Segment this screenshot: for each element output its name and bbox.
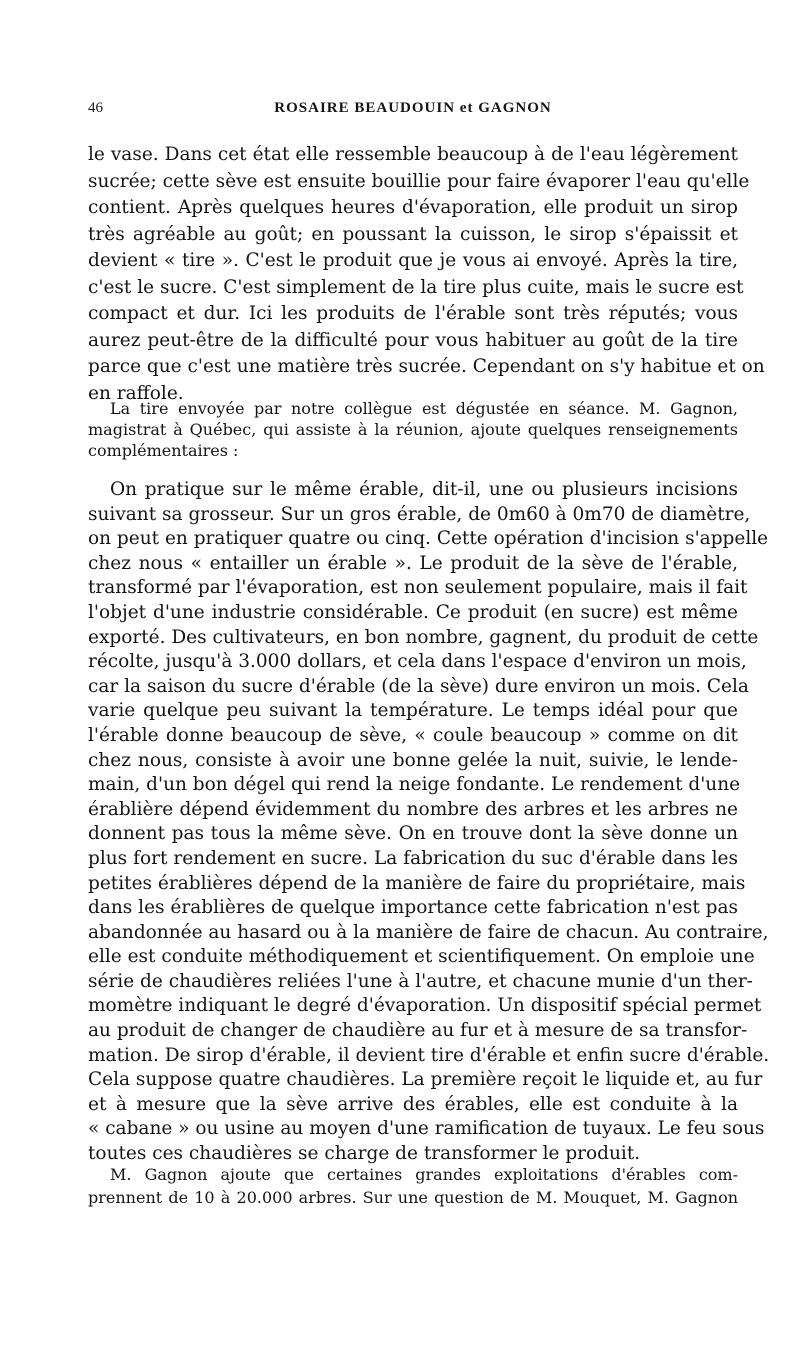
text-line: c'est le sucre. C'est simplement de la tire plus cuite, mais le sucre est (88, 276, 744, 298)
text-line: « cabane » ou usine au moyen d'une ramification de tuyaux. Le feu sous (88, 1118, 765, 1140)
text-line: toutes ces chaudières se charge de transformer le produit. (88, 1143, 641, 1165)
text-line: La tire envoyée par notre collègue est dégustée en séance. M. Gagnon, (110, 399, 738, 418)
text-line: récolte, jusqu'à 3.000 dollars, et cela dans l'espace d'environ un mois, (88, 651, 747, 673)
text-line: plus fort rendement en sucre. La fabrication du suc d'érable dans les (88, 847, 738, 869)
text-line: petites érablières dépend de la manière de faire du propriétaire, mais (88, 872, 746, 894)
text-line: donnent pas tous la même sève. On en trouve dont la sève donne un (88, 823, 738, 845)
text-line: Cela suppose quatre chaudières. La première reçoit le liquide et, au fur (88, 1069, 763, 1091)
text-line: M. Gagnon ajoute que certaines grandes exploitations d'érables com- (110, 1165, 738, 1184)
text-line: on peut en pratiquer quatre ou cinq. Cette opération d'incision s'appelle (88, 528, 769, 550)
text-line: très agréable au goût; en poussant la cuisson, le sirop s'épaissit et (88, 223, 738, 245)
text-line: dans les érablières de quelque importance cette fabrication n'est pas (88, 897, 739, 919)
text-line: sucrée; cette sève est ensuite bouillie pour faire évaporer l'eau qu'elle (88, 170, 750, 192)
text-line: On pratique sur le même érable, dit-il, une ou plusieurs incisions (110, 479, 738, 500)
paragraph-session-note (88, 398, 738, 461)
text-line: érablière dépend évidemment du nombre des arbres et les arbres ne (88, 798, 738, 820)
text-line: complémentaires : (88, 441, 239, 460)
page-number: 46 (88, 100, 103, 116)
text-line: série de chaudières reliées l'une à l'autre, et chacune munie d'un ther- (88, 970, 753, 992)
text-line: l'érable donne beaucoup de sève, « coule beaucoup » comme on dit (88, 724, 738, 746)
text-line: mation. De sirop d'érable, il devient tire d'érable et enfin sucre d'érable. (88, 1044, 770, 1066)
text-line: chez nous, consiste à avoir une bonne gelée la nuit, suivie, le lende- (88, 749, 738, 771)
paragraph-exploitations (88, 1164, 738, 1209)
text-line: suivant sa grosseur. Sur un gros érable, de 0m60 à 0m70 de diamètre, (88, 503, 751, 525)
text-line: en raffole. (88, 382, 184, 404)
text-line: compact et dur. Ici les produits de l'érable sont très réputés; vous (88, 303, 738, 324)
text-line: contient. Après quelques heures d'évaporation, elle produit un sirop (88, 197, 738, 218)
text-line: devient « tire ». C'est le produit que je vous ai envoyé. Après la tire, (88, 250, 738, 271)
text-line: transformé par l'évaporation, est non seulement populaire, mais il fait (88, 577, 748, 599)
text-line: main, d'un bon dégel qui rend la neige fondante. Le rendement d'une (88, 774, 741, 796)
paragraph-continuation (88, 142, 765, 407)
text-line: le vase. Dans cet état elle ressemble beaucoup à de l'eau légèrement (88, 144, 738, 165)
text-line: aurez peut-être de la difficulté pour vous habituer au goût de la tire (88, 329, 738, 351)
text-line: parce que c'est une matière très sucrée. Cependant on s'y habitue et on (88, 356, 765, 377)
text-line: chez nous « entailler un érable ». Le produit de la sève de l'érable, (88, 552, 738, 574)
text-line: abandonnée au hasard ou à la manière de faire de chacun. Au contraire, (88, 921, 769, 943)
page-header (88, 100, 738, 126)
text-line: car la saison du sucre d'érable (de la sève) dure environ un mois. Cela (88, 675, 749, 697)
text-line: et à mesure que la sève arrive des érables, elle est conduite à la (88, 1093, 738, 1115)
text-line: prennent de 10 à 20.000 arbres. Sur une question de M. Mouquet, M. Gagnon (88, 1187, 738, 1207)
text-line: exporté. Des cultivateurs, en bon nombre, gagnent, du produit de cette (88, 626, 759, 648)
text-line: elle est conduite méthodiquement et scientifiquement. On emploie une (88, 946, 755, 968)
text-line: magistrat à Québec, qui assiste à la réunion, ajoute quelques renseignements (88, 420, 738, 439)
text-line: au produit de changer de chaudière au fur et à mesure de sa transfor- (88, 1020, 748, 1042)
text-line: varie quelque peu suivant la température. Le temps idéal pour que (88, 700, 738, 722)
running-title: ROSAIRE BEAUDOUIN et GAGNON (274, 100, 552, 116)
text-line: momètre indiquant le degré d'évaporation. Un dispositif spécial permet (88, 995, 762, 1017)
text-line: l'objet d'une industrie considérable. Ce produit (en sucre) est même (88, 601, 738, 623)
paragraph-gagnon-statement (88, 478, 770, 1167)
